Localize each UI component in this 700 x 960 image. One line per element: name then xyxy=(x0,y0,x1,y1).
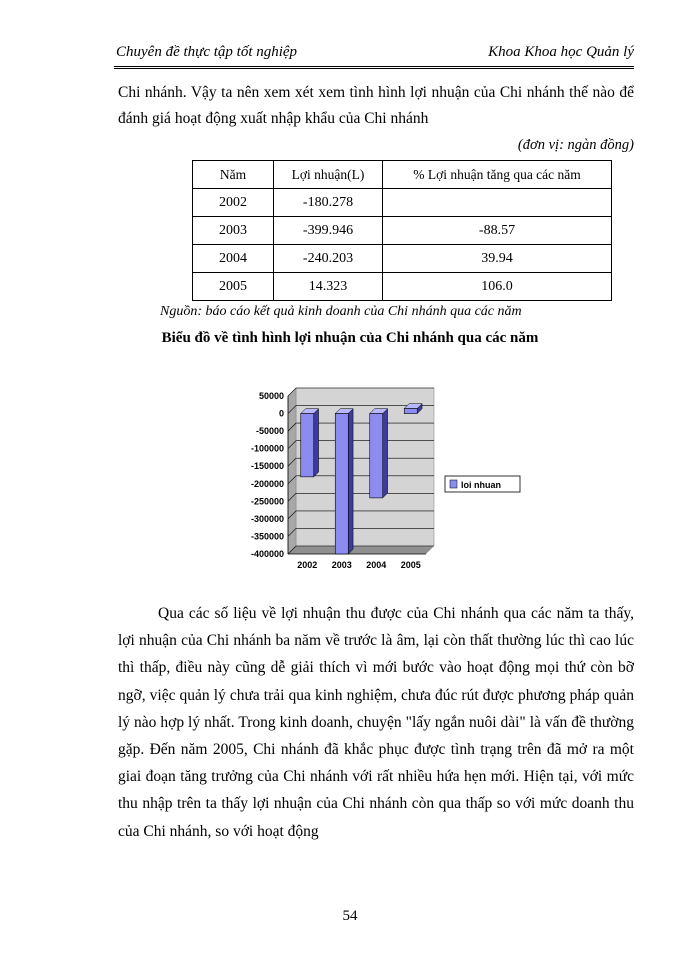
table-header-cell: % Lợi nhuận tăng qua các năm xyxy=(383,161,612,189)
table-cell xyxy=(383,189,612,217)
bar-side xyxy=(383,409,388,498)
table-row xyxy=(193,217,612,245)
y-tick-label: -50000 xyxy=(255,426,284,437)
table-cell: -240.203 xyxy=(274,245,383,273)
table-cell: 106.0 xyxy=(383,273,612,301)
x-tick-label: 2005 xyxy=(400,560,421,570)
page-header xyxy=(114,40,634,69)
table-cell: 2002 xyxy=(193,189,274,217)
y-tick-label: -300000 xyxy=(250,513,284,524)
chart-floor xyxy=(288,546,434,554)
source-note: Nguồn: báo cáo kết quả kinh doanh của Chi nhánh qua các năm xyxy=(160,304,522,319)
table-cell: 2004 xyxy=(193,245,274,273)
y-tick-label: -200000 xyxy=(250,478,284,489)
body-paragraph xyxy=(118,600,634,845)
x-tick-label: 2002 xyxy=(297,560,318,570)
x-tick-label: 2003 xyxy=(331,560,352,570)
page-number: 54 xyxy=(342,908,358,924)
table-cell: 14.323 xyxy=(274,273,383,301)
bar-side xyxy=(314,409,319,477)
y-tick-label: -150000 xyxy=(250,461,284,472)
table-header-row xyxy=(193,161,612,189)
table-row xyxy=(193,189,612,217)
chart-side-wall xyxy=(288,388,296,554)
y-tick-label: 0 xyxy=(278,408,284,419)
y-tick-label: -250000 xyxy=(250,496,284,507)
legend-label: loi nhuan xyxy=(461,480,501,490)
table-cell: 2003 xyxy=(193,217,274,245)
table-row xyxy=(193,245,612,273)
bar xyxy=(370,414,383,498)
bar xyxy=(335,414,348,554)
table-row xyxy=(193,273,612,301)
table-header-cell: Năm xyxy=(193,161,274,189)
bar-side xyxy=(348,409,353,554)
table-header-cell: Lợi nhuận(L) xyxy=(274,161,383,189)
y-tick-label: 50000 xyxy=(258,391,284,401)
table-cell: 39.94 xyxy=(383,245,612,273)
chart-title: Biểu đồ về tình hình lợi nhuận của Chi nhánh qua các năm xyxy=(161,330,539,346)
y-tick-label: -100000 xyxy=(250,443,284,454)
header-left-title: Chuyên đề thực tập tốt nghiệp xyxy=(116,44,298,60)
intro-paragraph: Chi nhánh. Vậy ta nên xem xét xem tình hình lợi nhuận của Chi nhánh thế nào để đánh giá hoạt động xuất nhập khẩu của Chi nhánh xyxy=(118,84,634,127)
y-tick-label: -400000 xyxy=(250,549,284,559)
table-cell: -399.946 xyxy=(274,217,383,245)
bar xyxy=(404,409,417,414)
table-cell: -88.57 xyxy=(383,217,612,245)
legend-swatch xyxy=(450,480,457,488)
table-cell: 2005 xyxy=(193,273,274,301)
header-right-title: Khoa Khoa học Quản lý xyxy=(488,44,634,60)
y-tick-label: -350000 xyxy=(250,531,284,542)
table-cell: -180.278 xyxy=(274,189,383,217)
body-text: Qua các số liệu về lợi nhuận thu được của Chi nhánh qua các năm ta thấy, lợi nhuận của Chi nhánh ba năm về trước là âm, lại còn thất thường lúc thì cao lúc thì thấp, điều này cũng dễ giải thích vì mới bước vào hoạt động mọi thứ còn bỡ ngỡ, việc quản lý chưa trải qua kinh nghiệm, chưa đúc rút được phương pháp quản lý nào hợp lý nhất. Trong kinh doanh, chuyện "lấy ngắn nuôi dài" là vấn đề thường gặp. Đến năm 2005, Chi nhánh đã khắc phục được tình trạng trên đã mở ra một giai đoạn tăng trưởng của Chi nhánh với rất nhiều hứa hẹn mới. Hiện tại, với mức thu nhập trên ta thấy lợi nhuận của Chi nhánh còn qua thấp so với mức doanh thu của Chi nhánh, so với hoạt động xyxy=(118,605,634,840)
x-tick-label: 2004 xyxy=(366,560,387,570)
bar xyxy=(301,414,314,477)
profit-table xyxy=(192,160,612,301)
profit-bar-chart xyxy=(230,384,530,580)
unit-note: (đơn vị: ngàn đồng) xyxy=(517,137,634,153)
